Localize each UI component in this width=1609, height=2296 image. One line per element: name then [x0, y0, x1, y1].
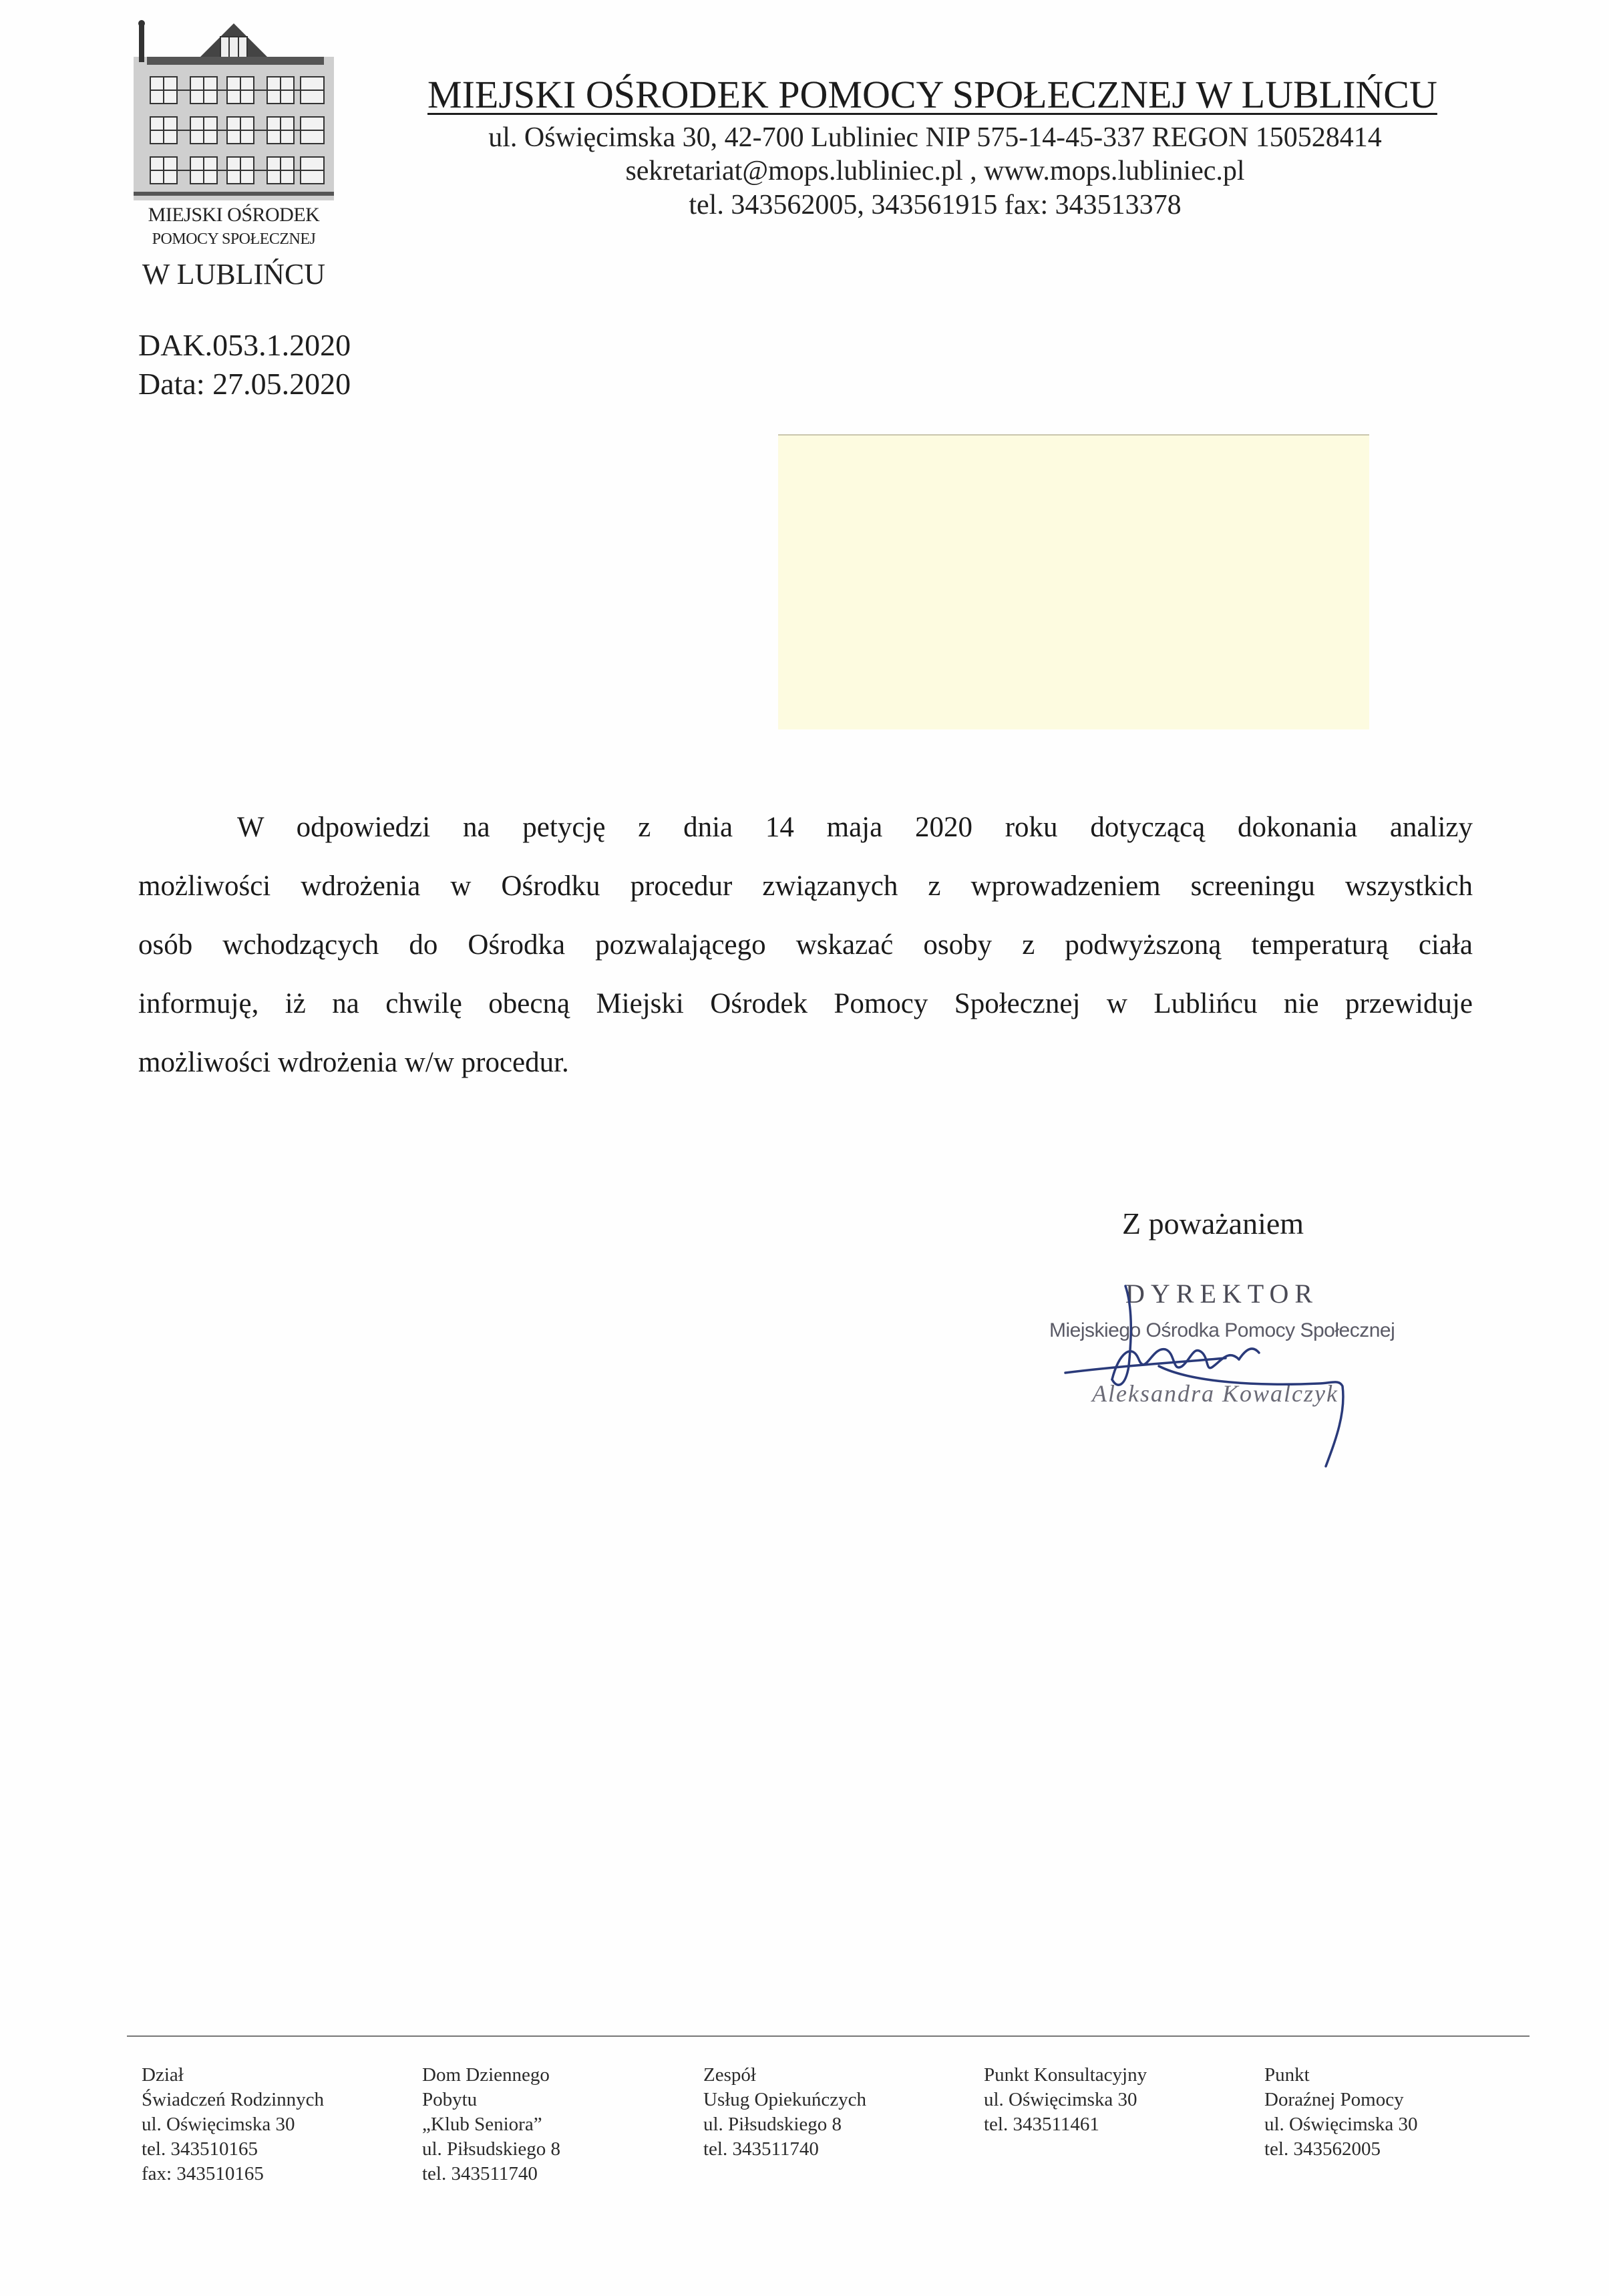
body-line: możliwości wdrożenia w/w procedur. [138, 1047, 569, 1078]
footer-text: ul. Piłsudskiego 8 [703, 2114, 842, 2135]
footer-text: Punkt [1264, 2064, 1310, 2086]
stamp-title: DYREKTOR [1125, 1279, 1319, 1309]
footer-text: ul. Oświęcimska 30 [142, 2114, 295, 2135]
footer-text: tel. 343511461 [984, 2114, 1099, 2135]
footer-text: Świadczeń Rodzinnych [142, 2089, 325, 2110]
footer-text: Punkt Konsultacyjny [984, 2064, 1147, 2086]
building-icon [134, 17, 334, 204]
address-sticker [778, 434, 1369, 729]
director-stamp [1039, 1266, 1459, 1533]
footer-text: tel. 343562005 [1264, 2138, 1381, 2160]
organization-name: MIEJSKI OŚRODEK POMOCY SPOŁECZNEJ W LUBLIŃCU [427, 73, 1437, 116]
organization-logo [134, 17, 334, 291]
signature-icon [1039, 1266, 1459, 1533]
footer-text: ul. Piłsudskiego 8 [422, 2138, 561, 2160]
footer-text: Usług Opiekuńczych [703, 2089, 867, 2110]
body-line: osób wchodzących do Ośrodka pozwalającego wskazać osoby z podwyższoną temperaturą ciała [138, 929, 1473, 961]
footer-divider [127, 2035, 1530, 2037]
footer-text: tel. 343511740 [703, 2138, 819, 2160]
footer-text: Zespół [703, 2064, 756, 2086]
contact-phone-line: tel. 343562005, 343561915 fax: 343513378 [689, 190, 1182, 220]
footer-column-day-center [422, 2063, 560, 2186]
footer-text: „Klub Seniora” [422, 2114, 542, 2135]
logo-text-line3: W LUBLIŃCU [142, 258, 326, 291]
footer-text: tel. 343510165 [142, 2138, 258, 2160]
footer-text: tel. 343511740 [422, 2163, 538, 2184]
footer-text: Dział [142, 2064, 184, 2086]
footer-column-care-services [703, 2063, 866, 2162]
footer-column-consultation-point [984, 2063, 1147, 2137]
footer-text: fax: 343510165 [142, 2163, 264, 2184]
stamp-name: Aleksandra Kowalczyk [1092, 1380, 1338, 1407]
footer-column-emergency-help [1264, 2063, 1418, 2162]
body-line: W odpowiedzi na petycję z dnia 14 maja 2020 roku dotyczącą dokonania analizy [237, 812, 1473, 843]
address-line: ul. Oświęcimska 30, 42-700 Lubliniec NIP 575-14-45-337 REGON 150528414 [488, 122, 1382, 153]
letter-body [138, 798, 1473, 1092]
footer-text: Dom Dziennego [422, 2064, 550, 2086]
contact-web-line: sekretariat@mops.lubliniec.pl , www.mops.lubliniec.pl [625, 156, 1245, 186]
footer-column-family-benefits [142, 2063, 324, 2186]
reference-number: DAK.053.1.2020 [138, 328, 351, 362]
document-date: Data: 27.05.2020 [138, 367, 351, 401]
footer-text: ul. Oświęcimska 30 [984, 2089, 1137, 2110]
body-line: informuję, iż na chwilę obecną Miejski Ośrodek Pomocy Społecznej w Lublińcu nie przewiduje [138, 988, 1473, 1019]
footer-text: ul. Oświęcimska 30 [1264, 2114, 1418, 2135]
logo-text-line2: POMOCY SPOŁECZNEJ [152, 230, 316, 248]
closing-salutation: Z poważaniem [1122, 1206, 1304, 1241]
body-line: możliwości wdrożenia w Ośrodku procedur związanych z wprowadzeniem screeningu wszystkich [138, 870, 1473, 902]
footer-text: Doraźnej Pomocy [1264, 2089, 1404, 2110]
logo-text-line1: MIEJSKI OŚRODEK [148, 204, 320, 226]
stamp-organization: Miejskiego Ośrodka Pomocy Społecznej [1049, 1319, 1395, 1341]
footer-text: Pobytu [422, 2089, 478, 2110]
